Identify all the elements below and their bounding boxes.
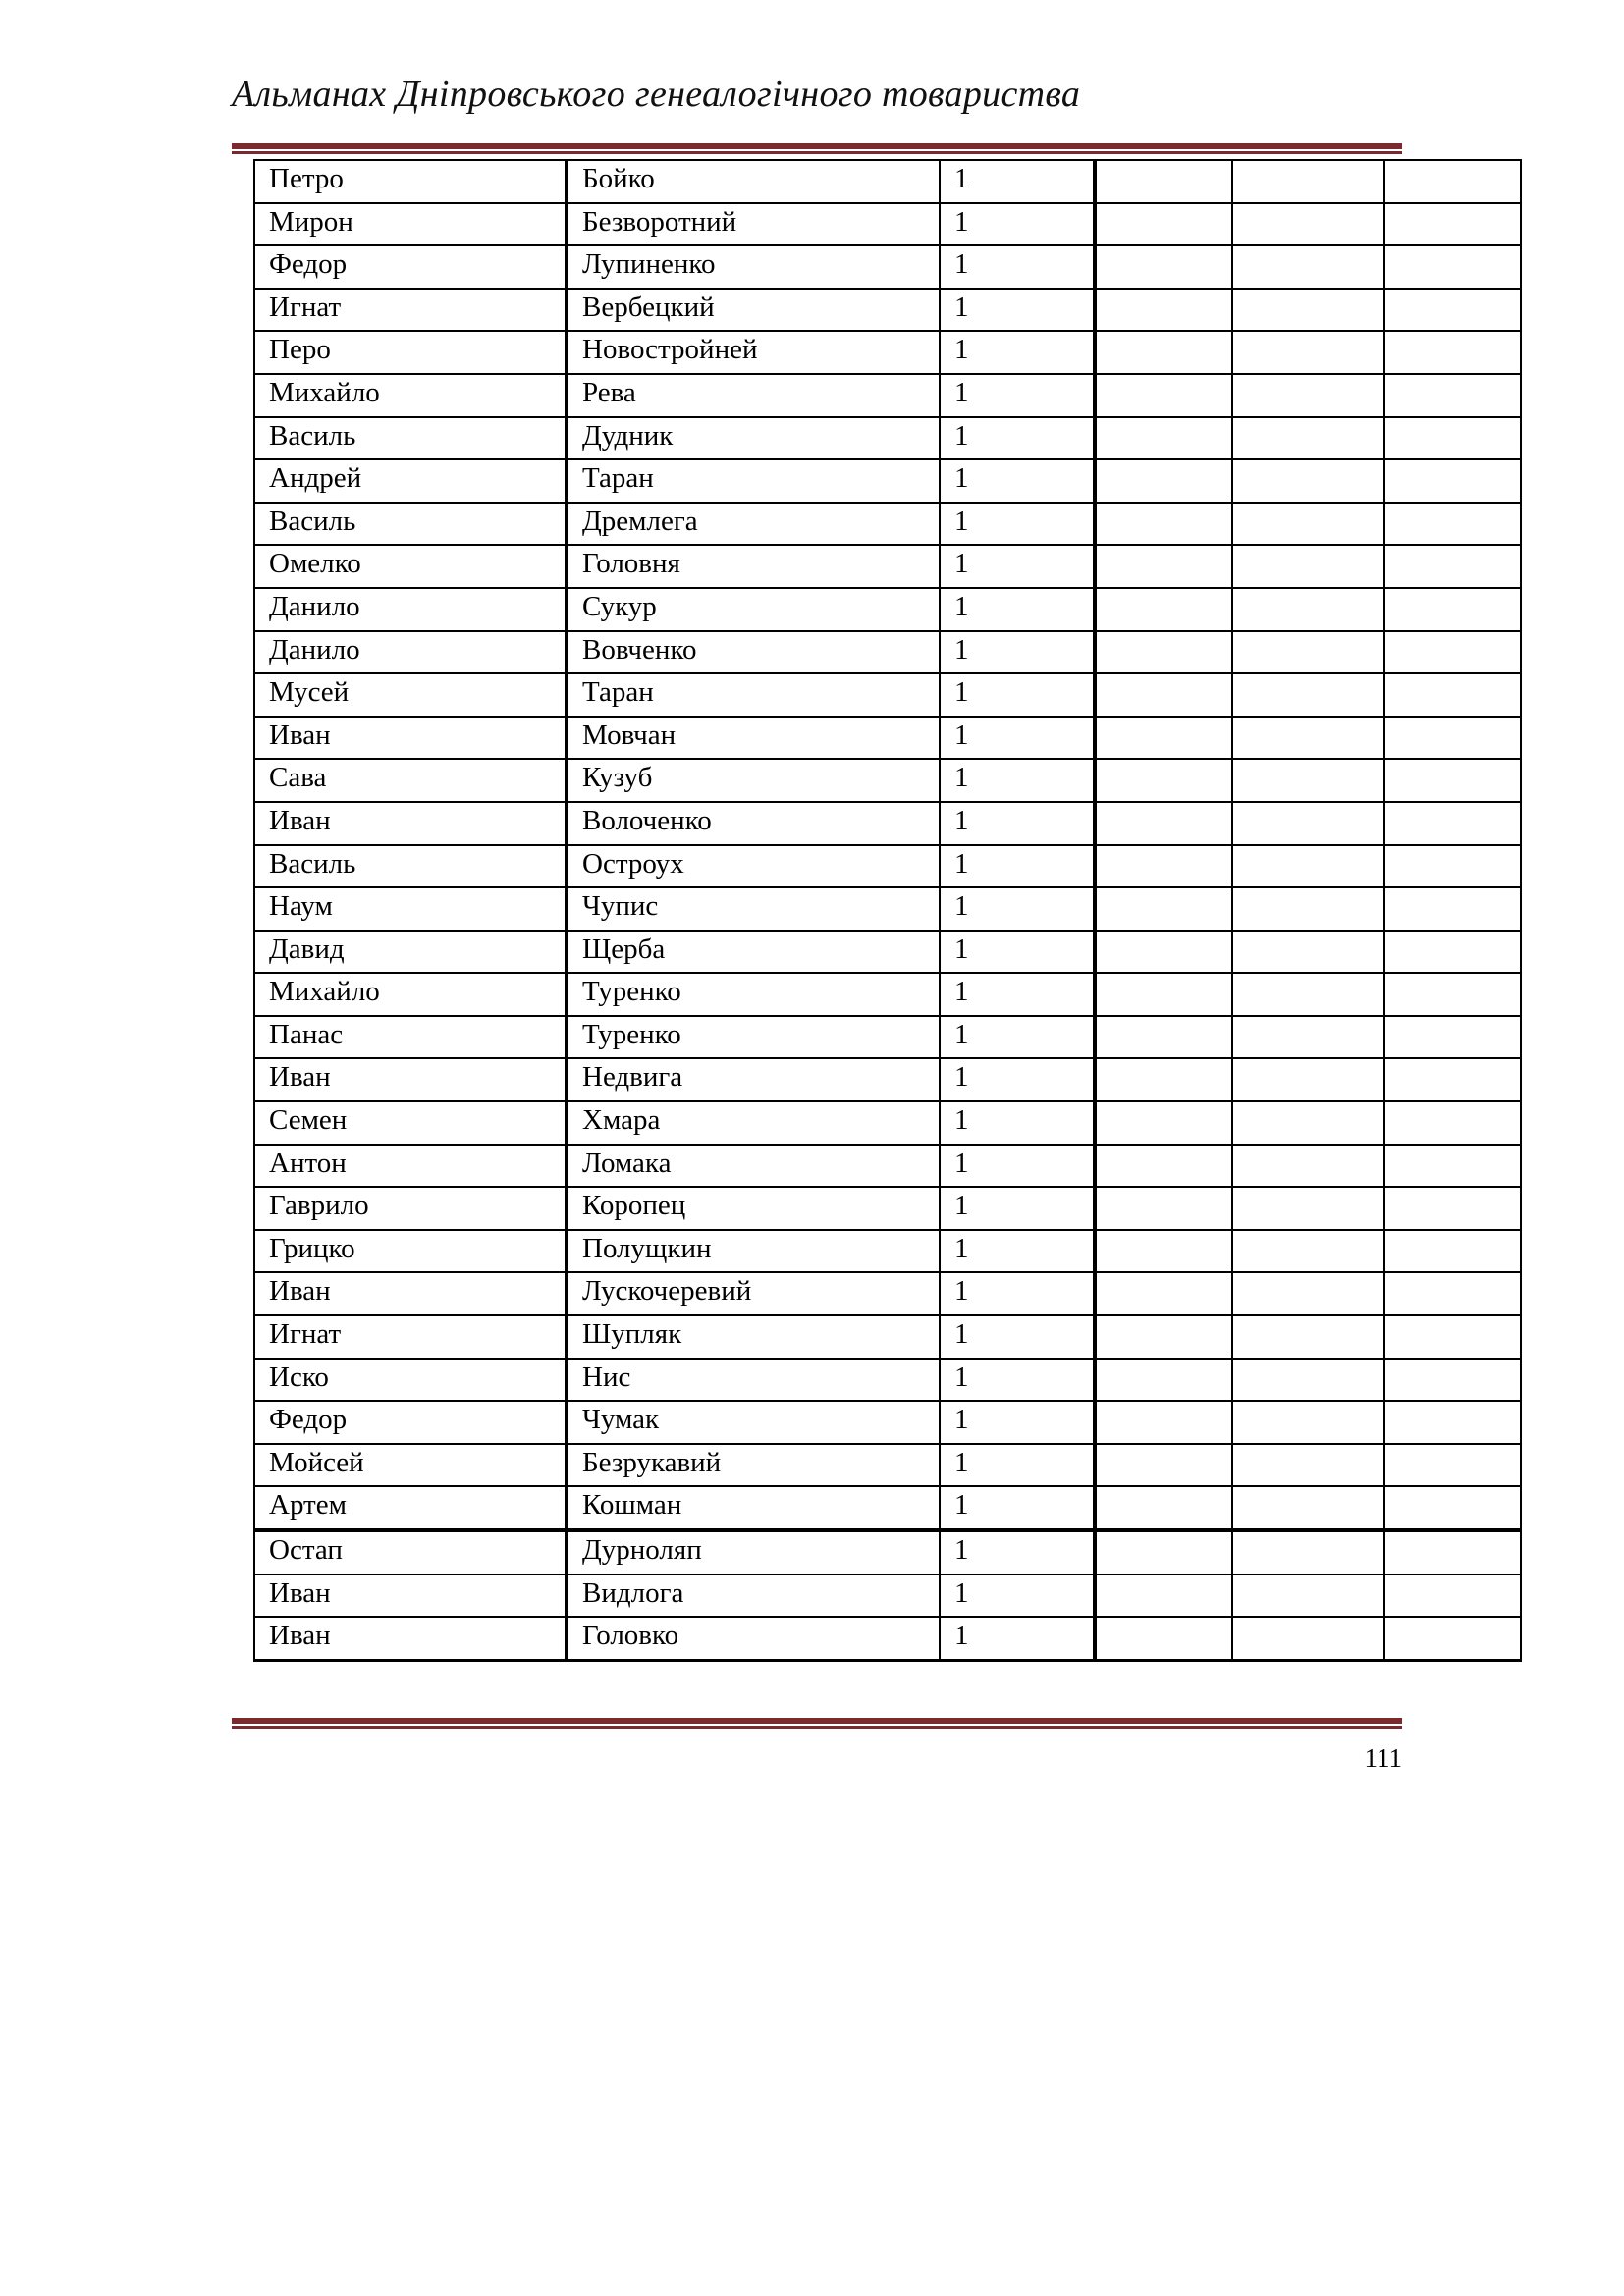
count-cell: 1 (940, 245, 1095, 289)
table-row (254, 1444, 1521, 1487)
empty-cell (1095, 1359, 1232, 1402)
first-name-cell: Федор (254, 1401, 567, 1444)
count-cell: 1 (940, 417, 1095, 460)
count-cell: 1 (940, 203, 1095, 246)
first-name-cell: Данило (254, 588, 567, 631)
empty-cell (1095, 245, 1232, 289)
first-name-cell: Омелко (254, 545, 567, 588)
empty-cell (1232, 289, 1384, 332)
empty-cell (1232, 417, 1384, 460)
first-name-cell: Василь (254, 417, 567, 460)
first-name-cell: Иван (254, 717, 567, 760)
empty-cell (1232, 1145, 1384, 1188)
empty-cell (1232, 588, 1384, 631)
table-row (254, 331, 1521, 374)
count-cell: 1 (940, 1617, 1095, 1660)
first-name-cell: Антон (254, 1145, 567, 1188)
empty-cell (1232, 673, 1384, 717)
empty-cell (1232, 931, 1384, 974)
last-name-cell: Вовченко (567, 631, 940, 674)
count-cell: 1 (940, 1101, 1095, 1145)
last-name-cell: Туренко (567, 973, 940, 1016)
empty-cell (1384, 1617, 1521, 1660)
empty-cell (1384, 1058, 1521, 1101)
first-name-cell: Семен (254, 1101, 567, 1145)
count-cell: 1 (940, 1016, 1095, 1059)
table-row (254, 631, 1521, 674)
empty-cell (1384, 459, 1521, 503)
count-cell: 1 (940, 1272, 1095, 1315)
empty-cell (1095, 374, 1232, 417)
first-name-cell: Игнат (254, 1315, 567, 1359)
empty-cell (1095, 289, 1232, 332)
first-name-cell: Петро (254, 160, 567, 203)
empty-cell (1095, 1272, 1232, 1315)
empty-cell (1384, 203, 1521, 246)
empty-cell (1232, 802, 1384, 845)
last-name-cell: Волоченко (567, 802, 940, 845)
empty-cell (1232, 887, 1384, 931)
last-name-cell: Видлога (567, 1575, 940, 1618)
empty-cell (1095, 1101, 1232, 1145)
last-name-cell: Рева (567, 374, 940, 417)
table-row (254, 931, 1521, 974)
empty-cell (1095, 887, 1232, 931)
table-row (254, 1401, 1521, 1444)
page-header-title: Альманах Дніпровського генеалогічного товариства (232, 74, 1081, 115)
last-name-cell: Дурноляп (567, 1530, 940, 1575)
last-name-cell: Ломака (567, 1145, 940, 1188)
empty-cell (1095, 160, 1232, 203)
first-name-cell: Федор (254, 245, 567, 289)
count-cell: 1 (940, 717, 1095, 760)
empty-cell (1095, 1230, 1232, 1273)
first-name-cell: Василь (254, 503, 567, 546)
empty-cell (1232, 1101, 1384, 1145)
last-name-cell: Дремлега (567, 503, 940, 546)
empty-cell (1384, 1444, 1521, 1487)
empty-cell (1095, 931, 1232, 974)
count-cell: 1 (940, 459, 1095, 503)
table-row (254, 245, 1521, 289)
first-name-cell: Давид (254, 931, 567, 974)
count-cell: 1 (940, 374, 1095, 417)
first-name-cell: Иван (254, 1575, 567, 1618)
empty-cell (1384, 1359, 1521, 1402)
count-cell: 1 (940, 331, 1095, 374)
table-row (254, 1359, 1521, 1402)
empty-cell (1384, 331, 1521, 374)
table-row (254, 1230, 1521, 1273)
first-name-cell: Иван (254, 1617, 567, 1660)
empty-cell (1095, 203, 1232, 246)
empty-cell (1384, 973, 1521, 1016)
last-name-cell: Вербецкий (567, 289, 940, 332)
empty-cell (1232, 374, 1384, 417)
last-name-cell: Таран (567, 459, 940, 503)
count-cell: 1 (940, 1359, 1095, 1402)
empty-cell (1095, 417, 1232, 460)
empty-cell (1232, 1016, 1384, 1059)
empty-cell (1095, 802, 1232, 845)
names-table-body (254, 160, 1521, 1660)
count-cell: 1 (940, 845, 1095, 888)
empty-cell (1232, 717, 1384, 760)
empty-cell (1384, 503, 1521, 546)
count-cell: 1 (940, 289, 1095, 332)
count-cell: 1 (940, 1401, 1095, 1444)
table-row (254, 845, 1521, 888)
count-cell: 1 (940, 545, 1095, 588)
table-row (254, 1617, 1521, 1660)
empty-cell (1095, 845, 1232, 888)
empty-cell (1384, 759, 1521, 802)
first-name-cell: Мусей (254, 673, 567, 717)
empty-cell (1232, 245, 1384, 289)
empty-cell (1232, 160, 1384, 203)
last-name-cell: Мовчан (567, 717, 940, 760)
empty-cell (1095, 759, 1232, 802)
empty-cell (1095, 973, 1232, 1016)
last-name-cell: Дудник (567, 417, 940, 460)
empty-cell (1232, 1315, 1384, 1359)
last-name-cell: Безворотний (567, 203, 940, 246)
last-name-cell: Нис (567, 1359, 940, 1402)
first-name-cell: Гаврило (254, 1187, 567, 1230)
empty-cell (1095, 331, 1232, 374)
first-name-cell: Игнат (254, 289, 567, 332)
table-row (254, 289, 1521, 332)
table-row (254, 1016, 1521, 1059)
first-name-cell: Перо (254, 331, 567, 374)
empty-cell (1095, 1187, 1232, 1230)
empty-cell (1384, 845, 1521, 888)
table-row (254, 545, 1521, 588)
empty-cell (1232, 459, 1384, 503)
last-name-cell: Полущкин (567, 1230, 940, 1273)
empty-cell (1095, 1145, 1232, 1188)
table-row (254, 1315, 1521, 1359)
count-cell: 1 (940, 1530, 1095, 1575)
count-cell: 1 (940, 1230, 1095, 1273)
empty-cell (1095, 1486, 1232, 1530)
empty-cell (1095, 631, 1232, 674)
empty-cell (1095, 1575, 1232, 1618)
table-row (254, 160, 1521, 203)
empty-cell (1232, 1058, 1384, 1101)
empty-cell (1095, 1530, 1232, 1575)
table-row (254, 417, 1521, 460)
first-name-cell: Наум (254, 887, 567, 931)
empty-cell (1232, 1444, 1384, 1487)
last-name-cell: Кошман (567, 1486, 940, 1530)
table-row (254, 1530, 1521, 1575)
first-name-cell: Михайло (254, 374, 567, 417)
empty-cell (1232, 631, 1384, 674)
first-name-cell: Артем (254, 1486, 567, 1530)
count-cell: 1 (940, 673, 1095, 717)
last-name-cell: Лускочеревий (567, 1272, 940, 1315)
empty-cell (1384, 802, 1521, 845)
count-cell: 1 (940, 1444, 1095, 1487)
count-cell: 1 (940, 1486, 1095, 1530)
table-row (254, 459, 1521, 503)
last-name-cell: Головко (567, 1617, 940, 1660)
count-cell: 1 (940, 1058, 1095, 1101)
last-name-cell: Шупляк (567, 1315, 940, 1359)
last-name-cell: Сукур (567, 588, 940, 631)
empty-cell (1232, 331, 1384, 374)
empty-cell (1384, 887, 1521, 931)
empty-cell (1232, 1272, 1384, 1315)
header-divider (232, 143, 1402, 154)
last-name-cell: Недвига (567, 1058, 940, 1101)
empty-cell (1384, 1272, 1521, 1315)
table-row (254, 1575, 1521, 1618)
footer-divider (232, 1718, 1402, 1729)
count-cell: 1 (940, 1187, 1095, 1230)
last-name-cell: Туренко (567, 1016, 940, 1059)
count-cell: 1 (940, 1575, 1095, 1618)
empty-cell (1384, 1575, 1521, 1618)
empty-cell (1384, 1315, 1521, 1359)
empty-cell (1384, 1187, 1521, 1230)
empty-cell (1095, 503, 1232, 546)
empty-cell (1095, 673, 1232, 717)
count-cell: 1 (940, 973, 1095, 1016)
empty-cell (1232, 545, 1384, 588)
empty-cell (1384, 588, 1521, 631)
count-cell: 1 (940, 588, 1095, 631)
empty-cell (1384, 1145, 1521, 1188)
empty-cell (1095, 588, 1232, 631)
first-name-cell: Данило (254, 631, 567, 674)
table-row (254, 673, 1521, 717)
table-row (254, 887, 1521, 931)
first-name-cell: Иван (254, 802, 567, 845)
empty-cell (1384, 1486, 1521, 1530)
empty-cell (1232, 1575, 1384, 1618)
empty-cell (1384, 1016, 1521, 1059)
empty-cell (1232, 1401, 1384, 1444)
empty-cell (1384, 374, 1521, 417)
empty-cell (1232, 973, 1384, 1016)
empty-cell (1384, 417, 1521, 460)
empty-cell (1384, 1101, 1521, 1145)
count-cell: 1 (940, 802, 1095, 845)
empty-cell (1095, 1617, 1232, 1660)
empty-cell (1384, 545, 1521, 588)
empty-cell (1384, 1401, 1521, 1444)
table-row (254, 588, 1521, 631)
first-name-cell: Андрей (254, 459, 567, 503)
table-row (254, 1058, 1521, 1101)
table-row (254, 802, 1521, 845)
names-table (253, 159, 1522, 1662)
empty-cell (1232, 1187, 1384, 1230)
empty-cell (1095, 1444, 1232, 1487)
table-row (254, 203, 1521, 246)
table-row (254, 717, 1521, 760)
empty-cell (1232, 1617, 1384, 1660)
first-name-cell: Михайло (254, 973, 567, 1016)
last-name-cell: Чупис (567, 887, 940, 931)
empty-cell (1232, 503, 1384, 546)
empty-cell (1384, 631, 1521, 674)
count-cell: 1 (940, 931, 1095, 974)
empty-cell (1384, 673, 1521, 717)
last-name-cell: Чумак (567, 1401, 940, 1444)
empty-cell (1095, 1401, 1232, 1444)
first-name-cell: Грицко (254, 1230, 567, 1273)
first-name-cell: Иско (254, 1359, 567, 1402)
empty-cell (1384, 160, 1521, 203)
first-name-cell: Мирон (254, 203, 567, 246)
first-name-cell: Сава (254, 759, 567, 802)
last-name-cell: Щерба (567, 931, 940, 974)
last-name-cell: Лупиненко (567, 245, 940, 289)
table-row (254, 1187, 1521, 1230)
count-cell: 1 (940, 160, 1095, 203)
empty-cell (1095, 1016, 1232, 1059)
empty-cell (1095, 1058, 1232, 1101)
last-name-cell: Безрукавий (567, 1444, 940, 1487)
empty-cell (1384, 245, 1521, 289)
first-name-cell: Мойсей (254, 1444, 567, 1487)
table-row (254, 374, 1521, 417)
table-row (254, 759, 1521, 802)
empty-cell (1095, 545, 1232, 588)
table-row (254, 1145, 1521, 1188)
page-number: 111 (1364, 1743, 1402, 1773)
empty-cell (1232, 845, 1384, 888)
first-name-cell: Василь (254, 845, 567, 888)
empty-cell (1095, 1315, 1232, 1359)
empty-cell (1384, 1230, 1521, 1273)
last-name-cell: Таран (567, 673, 940, 717)
empty-cell (1232, 1359, 1384, 1402)
count-cell: 1 (940, 1145, 1095, 1188)
first-name-cell: Иван (254, 1272, 567, 1315)
table-row (254, 1272, 1521, 1315)
last-name-cell: Головня (567, 545, 940, 588)
first-name-cell: Иван (254, 1058, 567, 1101)
empty-cell (1232, 1530, 1384, 1575)
empty-cell (1384, 1530, 1521, 1575)
empty-cell (1232, 1230, 1384, 1273)
last-name-cell: Кузуб (567, 759, 940, 802)
empty-cell (1384, 717, 1521, 760)
first-name-cell: Панас (254, 1016, 567, 1059)
empty-cell (1232, 203, 1384, 246)
count-cell: 1 (940, 887, 1095, 931)
count-cell: 1 (940, 503, 1095, 546)
last-name-cell: Коропец (567, 1187, 940, 1230)
count-cell: 1 (940, 631, 1095, 674)
last-name-cell: Остроух (567, 845, 940, 888)
count-cell: 1 (940, 1315, 1095, 1359)
last-name-cell: Новостройней (567, 331, 940, 374)
empty-cell (1232, 759, 1384, 802)
table-row (254, 1486, 1521, 1530)
count-cell: 1 (940, 759, 1095, 802)
table-row (254, 1101, 1521, 1145)
empty-cell (1095, 459, 1232, 503)
empty-cell (1095, 717, 1232, 760)
empty-cell (1384, 931, 1521, 974)
first-name-cell: Остап (254, 1530, 567, 1575)
table-row (254, 503, 1521, 546)
last-name-cell: Хмара (567, 1101, 940, 1145)
last-name-cell: Бойко (567, 160, 940, 203)
empty-cell (1384, 289, 1521, 332)
table-row (254, 973, 1521, 1016)
empty-cell (1232, 1486, 1384, 1530)
